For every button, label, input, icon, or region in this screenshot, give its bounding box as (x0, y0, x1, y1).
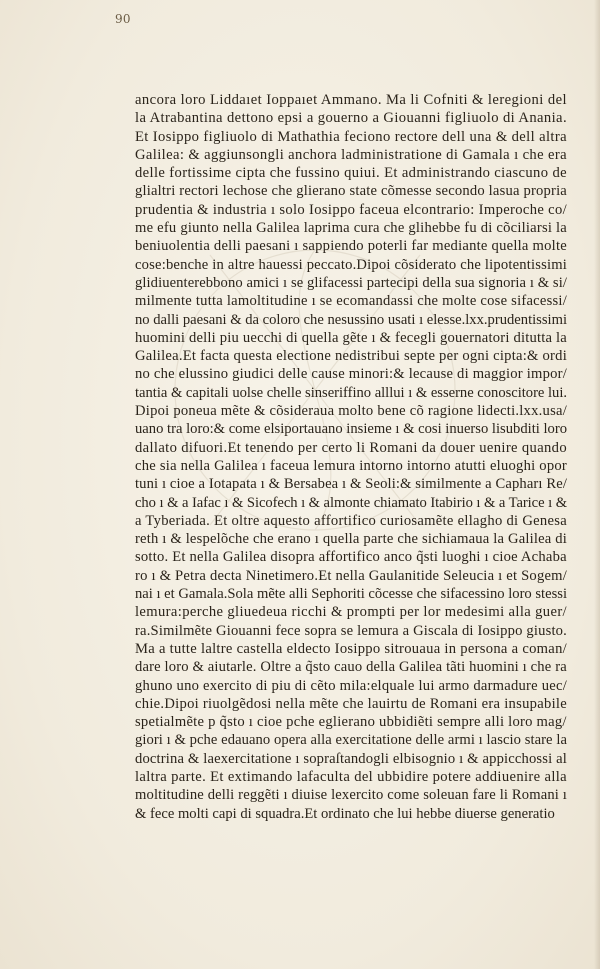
text-line: moltitudine delli reggẽti ı diuise lexercito come soleuan fare li Romani ı (135, 787, 567, 804)
text-line: uano tra loro:& come elsiportauano insieme ı & cosi inuerso lisubditi loro (135, 421, 567, 438)
folio-number: 90 (115, 12, 131, 26)
text-line: Galilea.Et facta questa electione nedistribui septe per ogni cipta:& ordi (135, 348, 567, 365)
text-line: Galilea: & aggiunsongli anchora ladministratione di Gamala ı che era (135, 146, 567, 163)
text-block (135, 91, 567, 823)
text-line: dallato difuori.Et tenendo per certo li Romani da douer uenire quando (135, 439, 567, 456)
text-line: dare loro & aiutarle. Oltre a q̃sto cauo della Galilea tãti huomini ı che ra (135, 659, 567, 676)
text-line: me efu giunto nella Galilea laprima cura che glihebbe fu di cõciliarsi la (135, 220, 567, 237)
text-line: giori ı & pche edauano opera alla exercitatione delle armi ı lascio stare la (135, 732, 567, 749)
text-line: sotto. Et nella Galilea disopra affortifico anco q̃sti luoghi ı cioe Achaba (135, 549, 567, 566)
text-line: delle fortissime cipta che fussino quiui. Et administrando ciascuno de (135, 165, 567, 182)
text-line: ancora loro Liddaıet Ioppaıet Ammano. Ma li Cofniti & leregioni del (135, 92, 567, 108)
text-line: spetialmẽte p q̃sto ı cioe pche eglierano ubbidiẽti sempre alli loro mag/ (135, 714, 567, 731)
text-line: che sia nella Galilea ı faceua lemura intorno intorno atutti eluoghi opor (135, 457, 567, 474)
text-line: cho ı & a Iafac ı & Sicofech ı & almonte chiamato Itabirio ı & a Tarice ı & (135, 494, 567, 511)
text-line: glialtri rectori lechose che glierano state cõmesse secondo lasua propria (135, 183, 567, 200)
text-line: glidiuenterebbono amici ı se glifacessi partecipi della sua signoria ı & si/ (135, 274, 567, 291)
text-line: tantia & capitali uolse chelle sinseriffino alllui ı & esserne conoscitore lui. (135, 384, 567, 401)
text-line: ghuno uno exercito di piu di cẽto mila:elquale lui armo darmadure uec/ (135, 677, 567, 694)
text-line: tuni ı cioe a Iotapata ı & Bersabea ı & Seoli:& similmente a Capharı Re/ (135, 476, 567, 493)
text-line: nai ı et Gamala.Sola mẽte alli Sephoriti cõcesse che sifacessino loro stessi (135, 586, 567, 603)
text-line: Et Iosippo figliuolo di Mathathia feciono rectore dell una & dell altra (135, 128, 567, 145)
page-edge-shadow (594, 0, 600, 969)
text-line: no che elussino giudici delle cause minori:& lecause di maggior impor/ (135, 366, 567, 383)
text-line: prudentia & industria ı solo Iosippo faceua elcontrario: Imperoche co/ (135, 201, 567, 218)
text-line: milmente tutta lamoltitudine ı se ecomandassi che molte cose sifacessi/ (135, 293, 567, 310)
text-line: reth ı & lespelõche che erano ı quella parte che sichiamaua la Galilea di (135, 531, 567, 548)
text-line: la Atrabantina dettono epsi a gouerno a Giouanni figliuolo di Anania. (135, 110, 567, 127)
text-line: ro ı & Petra decta Ninetimero.Et nella Gaulanitide Seleucia ı et Sogem/ (135, 567, 567, 584)
text-line: laltra parte. Et extimando lafaculta del ubbidire potere addiuenire alla (135, 768, 567, 785)
text-line: no dalli paesani & da coloro che nesussino usati ı elesse.lxx.prudentissimi (135, 311, 567, 328)
text-line: Ma a tutte laltre castella eldecto Iosippo sitrouaua in persona a coman/ (135, 640, 567, 657)
text-line: & fece molti capi di squadra.Et ordinato che lui hebbe diuerse generatio (135, 805, 555, 822)
text-line: beniuolentia delli paesani ı sappiendo poterli far mediante quella molte (135, 238, 567, 255)
text-line: Dipoi poneua mẽte & cõsideraua molto bene cõ ragione lidecti.lxx.usa/ (135, 403, 567, 420)
text-line: chie.Dipoi riuolgẽdosi nella mẽte che lauirtu de Romani era insupabile (135, 695, 567, 712)
text-line: doctrina & laexercitatione ı sopraſtandogli elbisognio ı & appicchossi al (135, 750, 567, 767)
text-line: ra.Similmẽte Giouanni fece sopra se lemura a Giscala di Iosippo giusto. (135, 622, 567, 639)
text-line: cose:benche in altre hauessi peccato.Dipoi cõsiderato che lipotentissimi (135, 256, 567, 273)
text-line: lemura:perche gliuedeua ricchi & prompti per lor medesimi alla guer/ (135, 604, 567, 621)
text-line: huomini delli piu uecchi di quella gẽte ı & fecegli gouernatori ditutta la (135, 329, 567, 346)
text-line: a Tyberiada. Et oltre aquesto affortifico curiosamẽte ellagho di Genesa (135, 512, 567, 529)
